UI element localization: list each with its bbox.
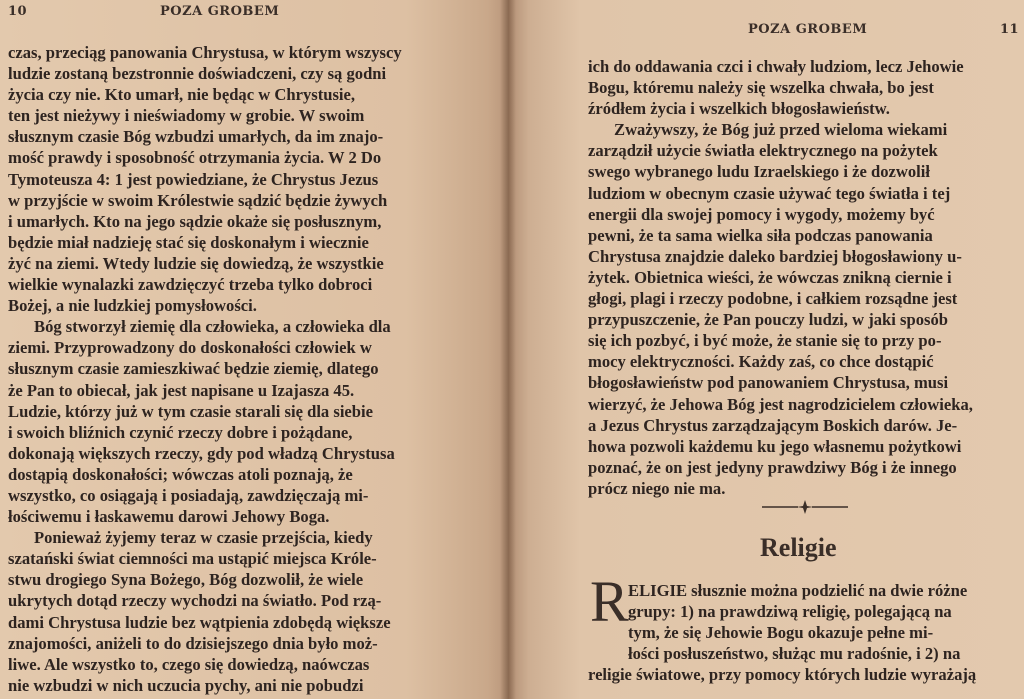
right-running-head: POZA GROBEM: [748, 22, 868, 37]
text-line: się ich pozbyć, i być może, że stanie się to przy po-: [588, 331, 942, 351]
text-line: Bóg stworzył ziemię dla człowieka, a człowieka dla: [34, 317, 391, 337]
text-line: będzie miał nadzieję stać się doskonałym i wiecznie: [8, 232, 369, 252]
text-line: tym, że się Jehowie Bogu okazuje pełne mi-: [628, 623, 934, 643]
text-line: Ponieważ żyjemy teraz w czasie przejścia, kiedy: [34, 528, 373, 548]
text-line: ELIGIE słusznie można podzielić na dwie różne: [628, 581, 968, 600]
text-line: znajomości, aniżeli to do dzisiejszego dnia było moż-: [8, 633, 378, 653]
text-line: Chrystusa znajdzie daleko bardziej błogosławiony u-: [588, 246, 962, 266]
text-line: dokonają większych rzeczy, gdy pod władzą Chrystusa: [8, 443, 395, 463]
book-gutter: [500, 0, 516, 699]
drop-cap: R: [590, 569, 629, 634]
text-line: Tymoteusza 4: 1 jest powiedziane, że Chrystus Jezus: [8, 169, 379, 189]
text-line: źródłem życia i wszelkich błogosławieństw.: [588, 99, 890, 119]
text-line: swego wybranego ludu Izraelskiego i że dozwolił: [588, 162, 931, 182]
text-line: życia czy nie. Kto umarł, nie będąc w Chrystusie,: [8, 85, 356, 105]
left-page-number: 10: [8, 4, 28, 19]
text-line: błogosławieństw pod panowaniem Chrystusa, musi: [588, 373, 949, 393]
text-line: słusznym czasie zamieszkiwać będzie ziemię, dlatego: [8, 359, 379, 379]
text-line: mocy elektryczności. Każdy zaś, co chce dostąpić: [588, 352, 934, 372]
text-line: zarządził użycie światła elektrycznego na pożytek: [588, 141, 938, 161]
section-divider-ornament: [760, 497, 850, 517]
section-text: [588, 580, 1018, 685]
text-line: czas, przeciąg panowania Chrystusa, w którym wszyscy: [8, 43, 402, 62]
text-line: poznać, że on jest jedyny prawdziwy Bóg i że innego: [588, 457, 957, 477]
text-line: pewni, że ta sama wielka siła podczas panowania: [588, 225, 933, 245]
text-line: ludzie zostaną bezstronnie doświadczeni, czy są godni: [8, 64, 387, 84]
text-line: stwu drogiego Syna Bożego, Bóg dozwolił, że wiele: [8, 570, 364, 590]
text-line: wszystko, co osiągają i posiadają, zawdzięczają mi-: [8, 485, 369, 505]
text-line: ziemi. Przyprowadzony do doskonałości człowiek w: [8, 338, 372, 358]
text-line: szatański świat ciemności ma ustąpić miejsca Króle-: [8, 549, 377, 569]
text-line: żytek. Obietnica wieści, że wówczas znikną ciernie i: [588, 267, 952, 287]
text-line: żyć na ziemi. Wtedy ludzie się dowiedzą, że wszystkie: [8, 253, 384, 273]
text-line: grupy: 1) na prawdziwą religię, polegającą na: [628, 602, 952, 622]
text-line: i umarłych. Kto na jego sądzie okaże się posłusznym,: [8, 211, 382, 231]
text-line: słusznym czasie Bóg wzbudzi umarłych, da im znajo-: [8, 127, 384, 147]
text-line: ten jest nieżywy i nieświadomy w grobie. W swoim: [8, 106, 365, 126]
left-running-head: POZA GROBEM: [160, 4, 280, 19]
text-line: w przyjście w swoim Królestwie sądzić będzie żywych: [8, 190, 388, 210]
text-line: mość prawdy i sposobność otrzymania życia. W 2 Do: [8, 148, 382, 168]
text-line: wielkie wynalazki zawdzięczyć trzeba tylko dobroci: [8, 275, 373, 295]
left-page-text: [8, 42, 440, 696]
text-line: dostąpią doskonałości; wówczas atoli poznają, że: [8, 464, 353, 484]
text-line: ich do oddawania czci i chwały ludziom, lecz Jehowie: [588, 57, 964, 76]
text-line: liwe. Ale wszystko to, czego się dowiedzą, naówczas: [8, 654, 370, 674]
text-line: Bożej, a nie ludzkiej pomysłowości.: [8, 296, 257, 316]
text-line: religie światowe, przy pomocy których ludzie wyrażają: [588, 665, 977, 685]
text-line: energii dla swojej pomocy i wygody, możemy być: [588, 204, 935, 224]
section-title: Religie: [760, 533, 837, 562]
text-line: a Jezus Chrystus zarządzającym Boskich darów. Je-: [588, 415, 958, 435]
text-line: Ludzie, którzy już w tym czasie starali się dla siebie: [8, 401, 374, 421]
text-line: Bogu, któremu należy się wszelka chwała, bo jest: [588, 78, 934, 98]
text-line: i swoich bliźnich czynić rzeczy dobre i pożądane,: [8, 422, 353, 442]
text-line: howa pozwoli każdemu ku jego własnemu pożytkowi: [588, 436, 962, 456]
text-line: łościwemu i łaskawemu darowi Jehowy Boga.: [8, 507, 330, 527]
left-page: [0, 0, 508, 699]
right-page-text: [588, 56, 1018, 499]
text-line: dami Chrystusa ludzie bez wątpienia zdobędą większe: [8, 612, 391, 632]
text-line: ukrytych dotąd rzeczy wychodzi na światło. Pod rzą-: [8, 591, 382, 611]
text-line: nie wzbudzi w nich uczucia pychy, ani nie pobudzi: [8, 675, 364, 695]
text-line: ludziom w obecnym czasie używać tego światła i tej: [588, 183, 951, 203]
text-line: wierzyć, że Jehowa Bóg jest nagrodzicielem człowieka,: [588, 394, 973, 414]
text-line: głogi, plagi i rzeczy podobne, i całkiem rozsądne jest: [588, 289, 958, 309]
text-line: prócz niego nie ma.: [588, 478, 726, 498]
right-page-number: 11: [1000, 22, 1020, 37]
text-line: łości posłuszeństwo, służąc mu radośnie, i 2) na: [628, 644, 961, 664]
text-line: przypuszczenie, że Pan pouczy ludzi, w jaki sposób: [588, 310, 948, 330]
text-line: że Pan to obiecał, jak jest napisane u Izajasza 45.: [8, 380, 355, 400]
text-line: Zważywszy, że Bóg już przed wieloma wiekami: [614, 120, 948, 140]
